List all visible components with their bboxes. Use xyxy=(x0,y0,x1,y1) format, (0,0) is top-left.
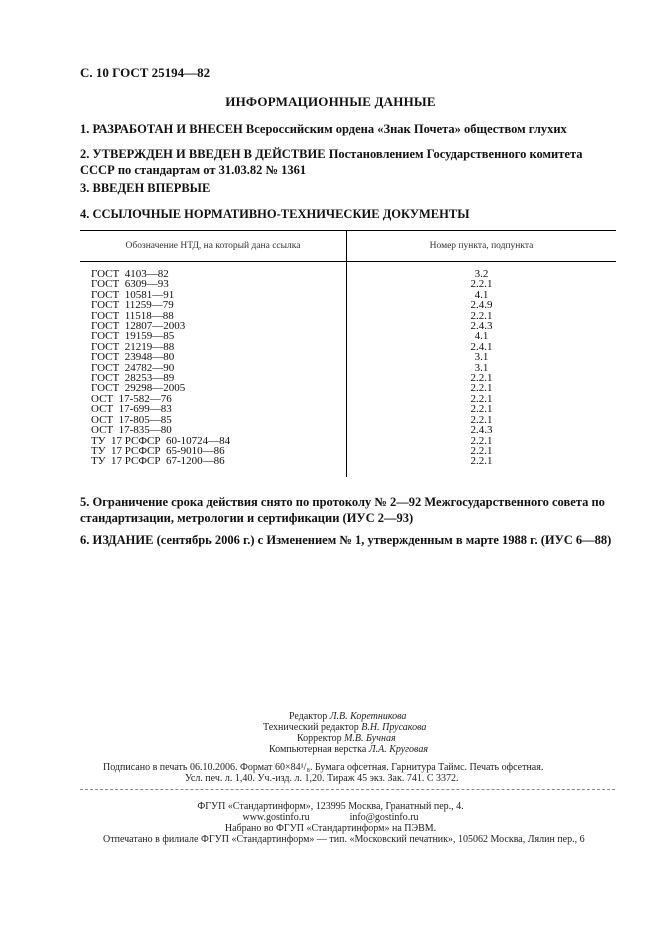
document-designation: ТУ 17 РСФСР 60-10724—84 xyxy=(80,436,347,446)
document-designation: ГОСТ 23948—80 xyxy=(80,352,347,362)
imprint-line-1: Подписано в печать 06.10.2006. Формат 60×84¹/₈. Бумага офсетная. Гарнитура Таймс. Печать офсетная. xyxy=(103,762,544,773)
item-lead: ИЗДАНИЕ xyxy=(92,533,154,547)
clause-number: 2.2.1 xyxy=(470,444,493,457)
clause-number: 2.4.3 xyxy=(470,424,493,437)
clause-number: 4.1 xyxy=(474,330,489,343)
item-text: Постановлением Государственного комитета СССР по стандартам от 31.03.82 № 1361 xyxy=(80,147,583,177)
clause-number: 2.2.1 xyxy=(470,403,493,416)
credit-editor xyxy=(289,711,406,722)
item-number: 6. xyxy=(80,533,90,547)
table-spacer xyxy=(80,467,616,477)
publisher-line-3: Набрано во ФГУП «Стандартинформ» на ПЭВМ. xyxy=(224,823,437,834)
clause-number: 4.1 xyxy=(474,288,489,301)
section-title: ИНФОРМАЦИОННЫЕ ДАННЫЕ xyxy=(225,94,436,109)
document-designation: ГОСТ 29298—2005 xyxy=(80,383,347,393)
divider xyxy=(80,789,615,790)
column-header-clause: Номер пункта, подпункта xyxy=(347,231,617,262)
item-text: (сентябрь 2006 г.) с Изменением № 1, утвержденным в марте 1988 г. (ИУС 6—88) xyxy=(153,533,612,547)
clause-number: 2.2.1 xyxy=(470,382,493,395)
publisher-contacts: www.gostinfo.ru info@gostinfo.ru xyxy=(242,812,419,823)
publisher-line-1: ФГУП «Стандартинформ», 123995 Москва, Гранатный пер., 4. xyxy=(197,801,464,812)
document-designation: ОСТ 17-835—80 xyxy=(80,425,347,435)
clause-number: 2.2.1 xyxy=(470,309,493,322)
clause-number: 2.2.1 xyxy=(470,413,493,426)
item-number: 1. xyxy=(80,122,90,136)
item-lead: ВВЕДЕН ВПЕРВЫЕ xyxy=(92,181,211,195)
clause-number: 3.1 xyxy=(474,351,489,364)
clause-number: 2.2.1 xyxy=(470,372,493,385)
document-designation: ГОСТ 19159—85 xyxy=(80,331,347,341)
info-item-3 xyxy=(80,180,620,196)
clause-number: 3.2 xyxy=(474,268,489,280)
table-row xyxy=(80,456,616,466)
info-item-5 xyxy=(80,494,616,526)
credit-layout xyxy=(269,744,428,755)
credit-role: Технический редактор xyxy=(263,722,359,733)
document-designation: ГОСТ 12807—2003 xyxy=(80,321,347,331)
info-item-4 xyxy=(80,206,620,222)
credit-name: М.В. Бучная xyxy=(344,733,396,744)
clause-number: 2.4.1 xyxy=(470,340,493,353)
document-designation: ОСТ 17-805—85 xyxy=(80,415,347,425)
column-header-document: Обозначение НТД, на который дана ссылка xyxy=(80,231,347,262)
info-item-1 xyxy=(80,121,620,137)
credit-tech-editor xyxy=(263,722,426,733)
credit-role: Компьютерная верстка xyxy=(269,744,367,755)
imprint-line-2: Усл. печ. л. 1,40. Уч.-изд. л. 1,20. Тираж 45 экз. Зак. 741. С 3372. xyxy=(185,773,459,784)
document-designation: ГОСТ 21219—88 xyxy=(80,342,347,352)
credit-name: Л.В. Коретникова xyxy=(329,711,407,722)
item-number: 3. xyxy=(80,181,90,195)
document-designation: ГОСТ 11259—79 xyxy=(80,300,347,310)
item-lead: УТВЕРЖДЕН И ВВЕДЕН В ДЕЙСТВИЕ xyxy=(92,147,326,161)
credit-proofreader xyxy=(297,733,396,744)
document-designation: ОСТ 17-582—76 xyxy=(80,394,347,404)
clause-number: 2.2.1 xyxy=(470,455,493,468)
references-table xyxy=(80,230,616,477)
item-lead: ССЫЛОЧНЫЕ НОРМАТИВНО-ТЕХНИЧЕСКИЕ ДОКУМЕНТЫ xyxy=(92,207,470,221)
credit-name: В.Н. Прусакова xyxy=(361,722,427,733)
clause-number: 2.4.9 xyxy=(470,299,493,312)
table-header-row xyxy=(80,231,616,262)
clause-number: 2.2.1 xyxy=(470,392,493,405)
document-designation: ГОСТ 4103—82 xyxy=(80,269,347,279)
document-designation: ТУ 17 РСФСР 67-1200—86 xyxy=(80,456,347,466)
info-item-6 xyxy=(80,532,620,548)
item-text: Всероссийским ордена «Знак Почета» обществом глухих xyxy=(242,122,567,136)
clause-number: 3.1 xyxy=(474,361,489,374)
table-row xyxy=(80,425,616,435)
document-designation: ГОСТ 10581—91 xyxy=(80,290,347,300)
item-lead: РАЗРАБОТАН И ВНЕСЕН xyxy=(92,122,243,136)
credit-role: Корректор xyxy=(297,733,342,744)
info-item-2 xyxy=(80,146,616,178)
item-number: 4. xyxy=(80,207,90,221)
document-designation: ТУ 17 РСФСР 65-9010—86 xyxy=(80,446,347,456)
credit-role: Редактор xyxy=(289,711,328,722)
clause-number: 2.2.1 xyxy=(470,434,493,447)
document-designation: ГОСТ 6309—93 xyxy=(80,279,347,289)
publisher-line-4: Отпечатано в филиале ФГУП «Стандартинформ» — тип. «Московский печатник», 105062 Москва, Лялин пер., 6 xyxy=(103,834,585,845)
item-text: Ограничение срока действия снято по протоколу № 2—92 Межгосударственного совета по стандартизации, метрологии и сертификации (ИУС 2—93) xyxy=(80,495,605,525)
item-number: 2. xyxy=(80,147,90,161)
document-designation: ГОСТ 28253—89 xyxy=(80,373,347,383)
document-designation: ОСТ 17-699—83 xyxy=(80,404,347,414)
credit-name: Л.А. Круговая xyxy=(368,744,428,755)
page-header: С. 10 ГОСТ 25194—82 xyxy=(80,65,211,80)
document-designation: ГОСТ 11518—88 xyxy=(80,311,347,321)
item-number: 5. xyxy=(80,495,90,509)
document-designation: ГОСТ 24782—90 xyxy=(80,363,347,373)
clause-number: 2.4.3 xyxy=(470,320,493,333)
clause-number: 2.2.1 xyxy=(470,278,493,291)
